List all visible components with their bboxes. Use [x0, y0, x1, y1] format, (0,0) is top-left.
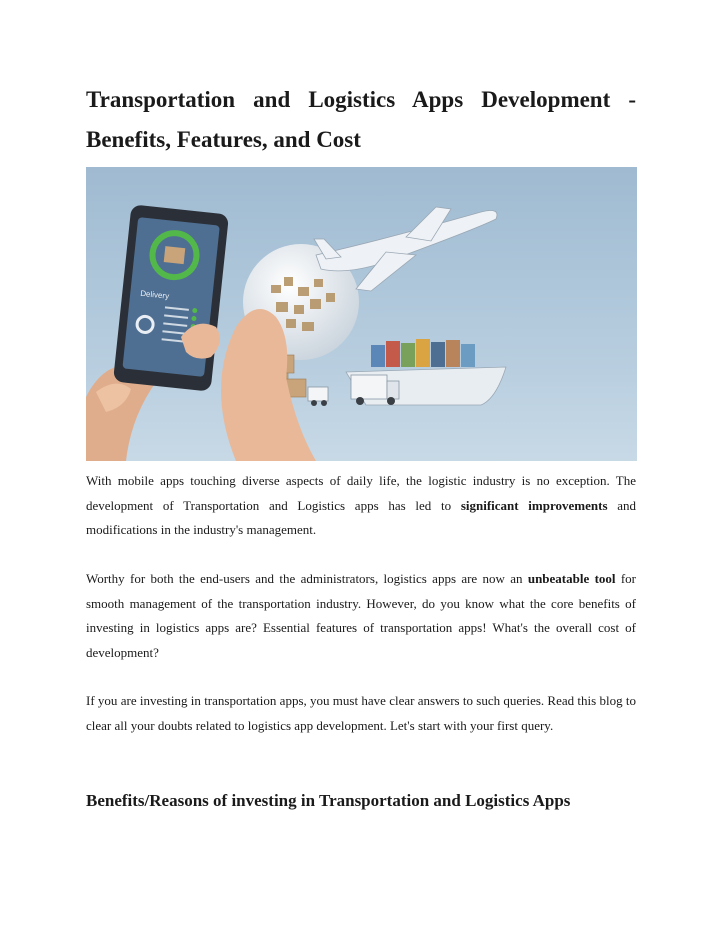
- paragraph-text: With mobile apps touching diverse aspects of daily life, the logistic industry is no exception. The development of Transportation and Logistics apps has led to: [86, 473, 636, 513]
- paragraph-text: and modifications in the industry's management.: [86, 497, 636, 537]
- section-heading: Benefits/Reasons of investing in Transportation and Logistics Apps: [86, 791, 571, 810]
- paragraph-text: for smooth management of the transportation industry. However, do you know what the core benefits of investing in logistics apps are? Essential features of transportation apps! What's the overall cost of development?: [86, 571, 636, 660]
- bold-phrase: unbeatable tool: [527, 571, 616, 586]
- paragraph-questions: [86, 567, 636, 665]
- smartphone-icon: [113, 204, 229, 391]
- logistics-illustration: [86, 167, 637, 461]
- paragraph-read-blog: If you are investing in transportation apps, you must have clear answers to such queries. Read this blog to clear all your doubts related to logistics app development. Let's start with your first query.: [86, 693, 636, 733]
- bold-phrase: significant improvements: [460, 497, 608, 513]
- paragraph-text: Worthy for both the end-users and the administrators, logistics apps are now an: [86, 571, 528, 586]
- phone-screen-label: Delivery: [139, 288, 170, 301]
- hero-image: [86, 167, 637, 461]
- paragraph-intro: [86, 469, 636, 543]
- page-title: Transportation and Logistics Apps Development - Benefits, Features, and Cost: [86, 87, 636, 152]
